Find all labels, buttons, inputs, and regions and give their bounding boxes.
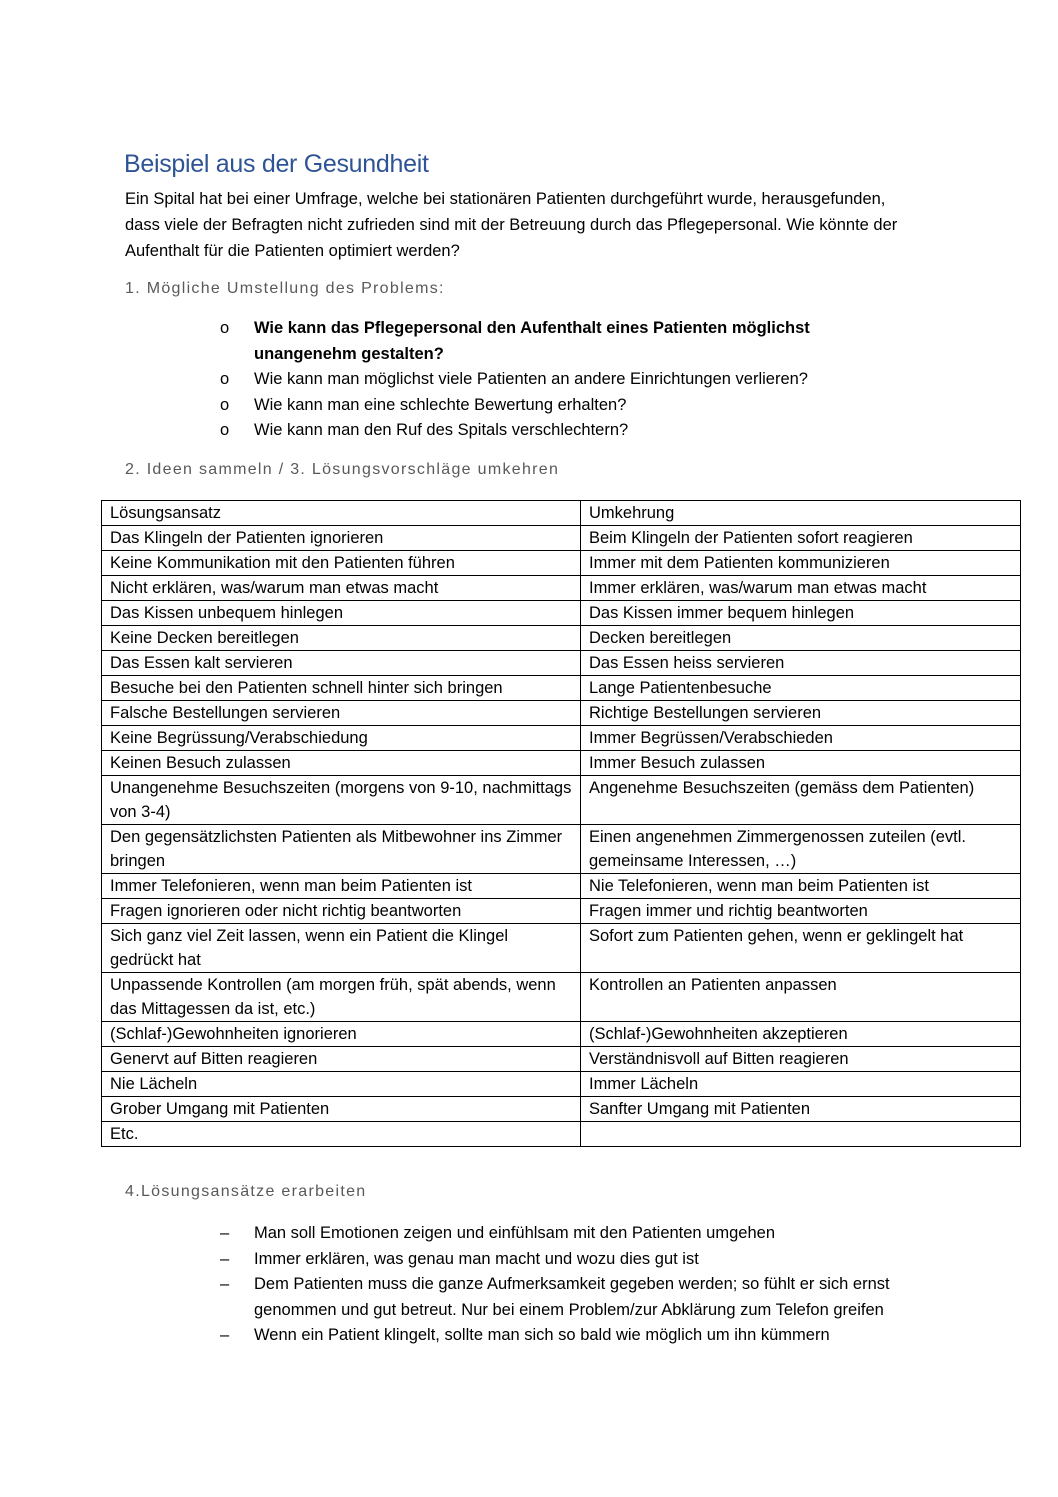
list-item-text: Wie kann man eine schlechte Bewertung erhalten? [254, 395, 627, 414]
cell-loesungsansatz: Sich ganz viel Zeit lassen, wenn ein Patient die Klingel gedrückt hat [102, 924, 581, 973]
cell-umkehrung: Immer mit dem Patienten kommunizieren [581, 551, 1021, 576]
cell-umkehrung: Decken bereitlegen [581, 626, 1021, 651]
cell-umkehrung: Immer Besuch zulassen [581, 751, 1021, 776]
table-row [102, 776, 1021, 825]
cell-umkehrung: Kontrollen an Patienten anpassen [581, 973, 1021, 1022]
list-item-text: Dem Patienten muss die ganze Aufmerksamkeit gegeben werden; so fühlt er sich ernst genommen und gut betreut. Nur bei einem Problem/zur Abklärung zum Telefon greifen [254, 1275, 890, 1319]
list-item-text: Wie kann man den Ruf des Spitals verschlechtern? [254, 421, 629, 439]
list-item [220, 1272, 920, 1323]
cell-loesungsansatz: Fragen ignorieren oder nicht richtig beantworten [102, 899, 581, 924]
cell-loesungsansatz: Keine Kommunikation mit den Patienten führen [102, 551, 581, 576]
table-row [102, 751, 1021, 776]
list-item [220, 418, 880, 444]
cell-umkehrung: (Schlaf-)Gewohnheiten akzeptieren [581, 1022, 1021, 1047]
cell-umkehrung: Nie Telefonieren, wenn man beim Patienten ist [581, 874, 1021, 899]
list-item-text: Immer erklären, was genau man macht und wozu dies gut ist [254, 1249, 699, 1268]
cell-loesungsansatz: Immer Telefonieren, wenn man beim Patienten ist [102, 874, 581, 899]
cell-loesungsansatz: Das Kissen unbequem hinlegen [102, 601, 581, 626]
cell-loesungsansatz: Das Essen kalt servieren [102, 651, 581, 676]
table-row [102, 651, 1021, 676]
bullet-marker: o [220, 421, 230, 439]
table-header-row [102, 501, 1021, 526]
table-row [102, 1122, 1021, 1147]
intro-paragraph: Ein Spital hat bei einer Umfrage, welche bei stationären Patienten durchgeführt wurde, herausgefunden, dass viele der Befragten nicht zufrieden sind mit der Betreuung durch das Pflegepersonal. Wie könnte der Aufenthalt für die Patienten optimiert werden? [125, 190, 898, 260]
cell-umkehrung: Immer Begrüssen/Verabschieden [581, 726, 1021, 751]
list-item [220, 1221, 920, 1247]
list-item-text: Wie kann man möglichst viele Patienten an andere Einrichtungen verlieren? [254, 370, 808, 388]
cell-umkehrung: Beim Klingeln der Patienten sofort reagieren [581, 526, 1021, 551]
table-row [102, 825, 1021, 874]
list-item [220, 316, 880, 367]
table-row [102, 601, 1021, 626]
table-row [102, 626, 1021, 651]
solution-list [220, 1221, 920, 1349]
column-header-umkehrung: Umkehrung [581, 501, 1021, 526]
list-item [220, 393, 880, 419]
list-item [220, 1247, 920, 1273]
cell-loesungsansatz: Keinen Besuch zulassen [102, 751, 581, 776]
list-item-text: Wenn ein Patient klingelt, sollte man sich so bald wie möglich um ihn kümmern [254, 1326, 830, 1344]
cell-umkehrung: Fragen immer und richtig beantworten [581, 899, 1021, 924]
bullet-marker: – [220, 1275, 230, 1293]
bullet-marker: o [220, 370, 230, 388]
column-header-loesungsansatz: Lösungsansatz [102, 501, 581, 526]
list-item-text: Man soll Emotionen zeigen und einfühlsam mit den Patienten umgehen [254, 1224, 775, 1242]
bullet-marker: – [220, 1326, 230, 1344]
list-item-text: Wie kann das Pflegepersonal den Aufenthalt eines Patienten möglichst unangenehm gestalten? [254, 319, 810, 363]
table-row [102, 924, 1021, 973]
cell-loesungsansatz: Grober Umgang mit Patienten [102, 1097, 581, 1122]
cell-loesungsansatz: Das Klingeln der Patienten ignorieren [102, 526, 581, 551]
table-row [102, 1072, 1021, 1097]
section-heading-2: 2. Ideen sammeln / 3. Lösungsvorschläge umkehren [125, 461, 560, 478]
cell-loesungsansatz: Nicht erklären, was/warum man etwas macht [102, 576, 581, 601]
table-row [102, 1047, 1021, 1072]
cell-umkehrung: Immer erklären, was/warum man etwas macht [581, 576, 1021, 601]
section-heading-3: 4.Lösungsansätze erarbeiten [125, 1183, 367, 1200]
cell-umkehrung: Richtige Bestellungen servieren [581, 701, 1021, 726]
table-row [102, 726, 1021, 751]
cell-loesungsansatz: Unangenehme Besuchszeiten (morgens von 9-10, nachmittags von 3-4) [102, 776, 581, 825]
cell-loesungsansatz: Falsche Bestellungen servieren [102, 701, 581, 726]
cell-umkehrung: Das Essen heiss servieren [581, 651, 1021, 676]
cell-loesungsansatz: Unpassende Kontrollen (am morgen früh, spät abends, wenn das Mittagessen da ist, etc.) [102, 973, 581, 1022]
problem-reversal-list [220, 316, 880, 444]
cell-loesungsansatz: Genervt auf Bitten reagieren [102, 1047, 581, 1072]
table-row [102, 973, 1021, 1022]
ideas-table [101, 500, 1021, 1147]
list-item [220, 367, 880, 393]
bullet-marker: o [220, 395, 230, 414]
table-row [102, 526, 1021, 551]
page-title: Beispiel aus der Gesundheit [124, 150, 429, 178]
cell-umkehrung: Lange Patientenbesuche [581, 676, 1021, 701]
cell-loesungsansatz: Keine Begrüssung/Verabschiedung [102, 726, 581, 751]
cell-loesungsansatz: Besuche bei den Patienten schnell hinter sich bringen [102, 676, 581, 701]
table-row [102, 1097, 1021, 1122]
cell-umkehrung: Einen angenehmen Zimmergenossen zuteilen (evtl. gemeinsame Interessen, …) [581, 825, 1021, 874]
cell-loesungsansatz: (Schlaf-)Gewohnheiten ignorieren [102, 1022, 581, 1047]
cell-loesungsansatz: Etc. [102, 1122, 581, 1147]
cell-umkehrung: Das Kissen immer bequem hinlegen [581, 601, 1021, 626]
cell-umkehrung: Angenehme Besuchszeiten (gemäss dem Patienten) [581, 776, 1021, 825]
bullet-marker: o [220, 319, 230, 337]
table-row [102, 676, 1021, 701]
cell-umkehrung [581, 1122, 1021, 1147]
list-item [220, 1323, 920, 1349]
cell-loesungsansatz: Den gegensätzlichsten Patienten als Mitbewohner ins Zimmer bringen [102, 825, 581, 874]
cell-umkehrung: Sofort zum Patienten gehen, wenn er geklingelt hat [581, 924, 1021, 973]
table-row [102, 551, 1021, 576]
cell-loesungsansatz: Keine Decken bereitlegen [102, 626, 581, 651]
table-row [102, 576, 1021, 601]
table-row [102, 701, 1021, 726]
cell-umkehrung: Sanfter Umgang mit Patienten [581, 1097, 1021, 1122]
cell-umkehrung: Verständnisvoll auf Bitten reagieren [581, 1047, 1021, 1072]
section-heading-1: 1. Mögliche Umstellung des Problems: [125, 280, 445, 297]
cell-umkehrung: Immer Lächeln [581, 1072, 1021, 1097]
bullet-marker: – [220, 1224, 230, 1242]
table-row [102, 899, 1021, 924]
bullet-marker: – [220, 1249, 230, 1268]
table-row [102, 1022, 1021, 1047]
cell-loesungsansatz: Nie Lächeln [102, 1072, 581, 1097]
table-row [102, 874, 1021, 899]
